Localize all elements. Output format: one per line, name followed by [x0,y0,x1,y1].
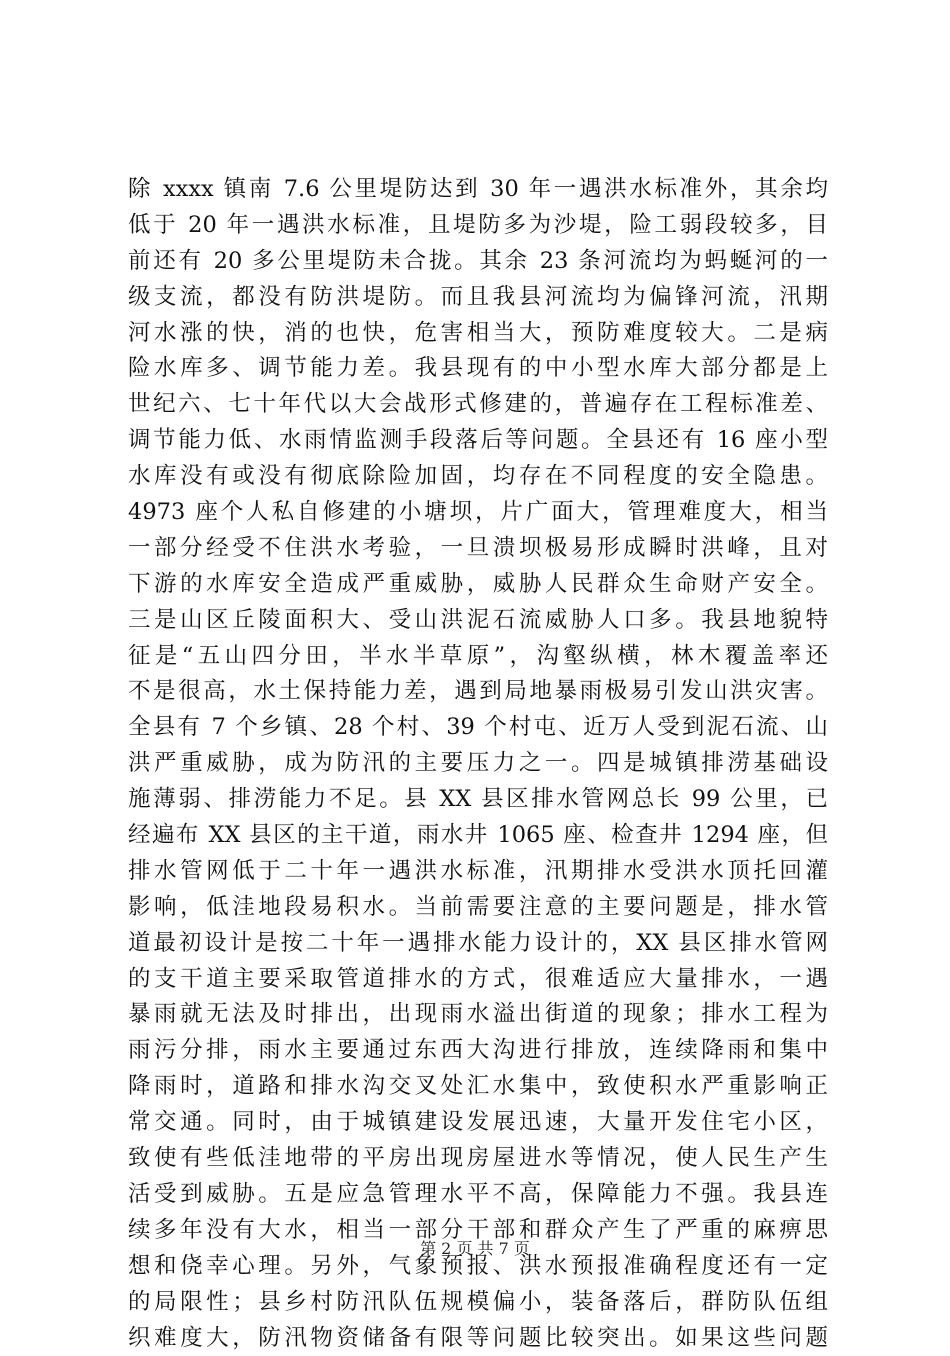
text-line: 排水管网低于二十年一遇洪水标准，汛期排水受洪水顶托回灌 [128,854,828,890]
text-line: 织难度大，防汛物资储备有限等问题比较突出。如果这些问题 [128,1321,828,1356]
text-line: 下游的水库安全造成严重威胁，威胁人民群众生命财产安全。 [128,567,828,603]
text-line: 的支干道主要采取管道排水的方式，很难适应大量排水，一遇 [128,962,828,998]
text-line: 征是“五山四分田，半水半草原”，沟壑纵横，林木覆盖率还 [128,639,828,675]
text-line: 全县有 7 个乡镇、28 个村、39 个村屯、近万人受到泥石流、山 [128,710,828,746]
text-line: 除 xxxx 镇南 7.6 公里堤防达到 30 年一遇洪水标准外，其余均 [128,172,828,208]
text-line: 洪严重威胁，成为防汛的主要压力之一。四是城镇排涝基础设 [128,746,828,782]
text-line: 活受到威胁。五是应急管理水平不高，保障能力不强。我县连 [128,1177,828,1213]
text-line: 调节能力低、水雨情监测手段落后等问题。全县还有 16 座小型 [128,423,828,459]
text-line: 一部分经受不住洪水考验，一旦溃坝极易形成瞬时洪峰，且对 [128,531,828,567]
text-line: 暴雨就无法及时排出，出现雨水溢出街道的现象；排水工程为 [128,997,828,1033]
text-line: 水库没有或没有彻底除险加固，均存在不同程度的安全隐患。 [128,459,828,495]
text-line: 不是很高，水土保持能力差，遇到局地暴雨极易引发山洪灾害。 [128,674,828,710]
text-line: 经遍布 XX 县区的主干道，雨水井 1065 座、检查井 1294 座，但 [128,818,828,854]
text-line: 降雨时，道路和排水沟交叉处汇水集中，致使积水严重影响正 [128,1069,828,1105]
text-line: 影响，低洼地段易积水。当前需要注意的主要问题是，排水管 [128,890,828,926]
text-line: 三是山区丘陵面积大、受山洪泥石流威胁人口多。我县地貌特 [128,603,828,639]
text-line: 险水库多、调节能力差。我县现有的中小型水库大部分都是上 [128,351,828,387]
body-text [128,172,828,1356]
text-line: 4973 座个人私自修建的小塘坝，片广面大，管理难度大，相当 [128,495,828,531]
text-line: 续多年没有大水，相当一部分干部和群众产生了严重的麻痹思 [128,1213,828,1249]
text-line: 常交通。同时，由于城镇建设发展迅速，大量开发住宅小区， [128,1105,828,1141]
text-line: 雨污分排，雨水主要通过东西大沟进行排放，连续降雨和集中 [128,1033,828,1069]
text-line: 致使有些低洼地带的平房出现房屋进水等情况，使人民生产生 [128,1141,828,1177]
text-line: 道最初设计是按二十年一遇排水能力设计的，XX 县区排水管网 [128,926,828,962]
text-line: 前还有 20 多公里堤防未合拢。其余 23 条河流均为蚂蜒河的一 [128,244,828,280]
text-line: 级支流，都没有防洪堤防。而且我县河流均为偏锋河流，汛期 [128,280,828,316]
text-line: 的局限性；县乡村防汛队伍规模偏小，装备落后，群防队伍组 [128,1285,828,1321]
text-line: 施薄弱、排涝能力不足。县 XX 县区排水管网总长 99 公里，已 [128,782,828,818]
page-footer: 第 2 页 共 7 页 [0,1238,950,1260]
text-line: 低于 20 年一遇洪水标准，且堤防多为沙堤，险工弱段较多，目 [128,208,828,244]
text-line: 河水涨的快，消的也快，危害相当大，预防难度较大。二是病 [128,316,828,352]
text-line: 想和侥幸心理。另外，气象预报、洪水预报准确程度还有一定 [128,1249,828,1285]
text-line: 世纪六、七十年代以大会战形式修建的，普遍存在工程标准差、 [128,387,828,423]
